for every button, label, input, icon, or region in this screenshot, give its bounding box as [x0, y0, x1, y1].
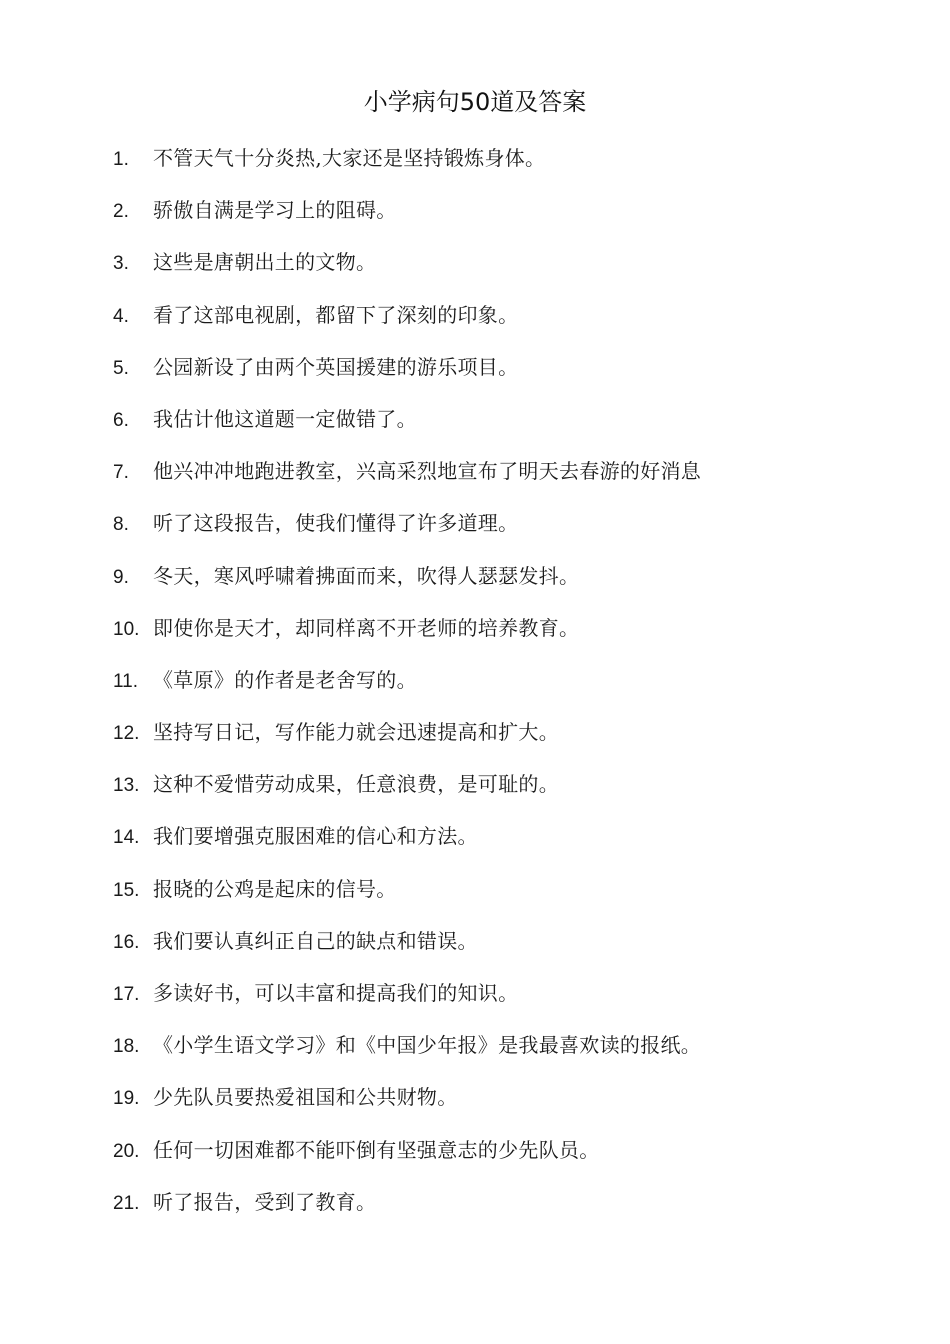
list-item	[113, 554, 913, 606]
list-item	[113, 188, 913, 240]
list-item	[113, 136, 913, 188]
item-number: 2.	[113, 201, 129, 223]
item-number: 5.	[113, 357, 129, 379]
item-text: 任何一切困难都不能吓倒有坚强意志的少先队员。	[153, 1137, 600, 1162]
list-item	[113, 919, 913, 971]
item-text: 报晓的公鸡是起床的信号。	[153, 876, 397, 901]
list-item	[113, 1075, 913, 1127]
item-number: 9.	[113, 566, 129, 588]
list-item	[113, 449, 913, 501]
item-text: 多读好书，可以丰富和提高我们的知识。	[153, 981, 519, 1005]
item-text: 骄傲自满是学习上的阻碍。	[153, 198, 397, 223]
item-number: 19.	[113, 1088, 140, 1110]
item-text: 这种不爱惜劳动成果，任意浪费，是可耻的。	[153, 772, 559, 797]
item-text: 我们要认真纠正自己的缺点和错误。	[153, 928, 478, 953]
list-item	[113, 814, 913, 866]
item-text: 冬天，寒风呼啸着拂面而来，吹得人瑟瑟发抖。	[153, 563, 580, 588]
item-number: 17.	[113, 984, 140, 1005]
list-item	[113, 501, 913, 553]
item-number: 11.	[113, 670, 139, 692]
item-number: 8.	[113, 514, 129, 536]
list-item	[113, 1180, 913, 1232]
item-number: 20.	[113, 1140, 140, 1162]
item-text: 他兴冲冲地跑进教室，兴高采烈地宣布了明天去春游的好消息	[153, 459, 702, 484]
list-item	[113, 762, 913, 814]
item-number: 16.	[113, 931, 140, 953]
item-text: 《草原》的作者是老舍写的。	[153, 667, 417, 692]
item-number: 12.	[113, 723, 140, 745]
list-item	[113, 1023, 913, 1075]
list-item	[113, 710, 913, 762]
item-number: 1.	[113, 149, 129, 170]
item-number: 3.	[113, 253, 129, 275]
item-number: 15.	[113, 879, 140, 901]
list-item	[113, 867, 913, 919]
list-item	[113, 658, 913, 710]
item-text: 公园新设了由两个英国援建的游乐项目。	[153, 354, 519, 379]
document-title: 小学病句50道及答案	[363, 88, 587, 116]
item-number: 4.	[113, 305, 129, 327]
list-item	[113, 397, 913, 449]
item-text: 坚持写日记，写作能力就会迅速提高和扩大。	[153, 720, 559, 745]
list-item	[113, 293, 913, 345]
item-number: 18.	[113, 1036, 140, 1058]
item-text: 听了这段报告，使我们懂得了许多道理。	[153, 511, 519, 536]
item-number: 21.	[113, 1192, 140, 1214]
list-item	[113, 345, 913, 397]
item-number: 13.	[113, 775, 140, 797]
item-text: 不管天气十分炎热,大家还是坚持锻炼身体。	[153, 146, 546, 170]
item-number: 10.	[113, 618, 140, 640]
list-item	[113, 1128, 913, 1180]
list-item	[113, 240, 913, 292]
item-text: 听了报告，受到了教育。	[153, 1189, 377, 1214]
sentence-list	[113, 136, 913, 1232]
item-number: 14.	[113, 827, 140, 849]
item-text: 即使你是天才，却同样离不开老师的培养教育。	[153, 615, 580, 640]
item-text: 《小学生语文学习》和《中国少年报》是我最喜欢读的报纸。	[153, 1033, 702, 1058]
list-item	[113, 971, 913, 1023]
item-text: 这些是唐朝出土的文物。	[153, 250, 377, 275]
item-number: 6.	[113, 409, 129, 431]
item-text: 我们要增强克服困难的信心和方法。	[153, 824, 478, 849]
list-item	[113, 606, 913, 658]
item-text: 我估计他这道题一定做错了。	[153, 406, 417, 431]
item-number: 7.	[113, 462, 129, 484]
item-text: 少先队员要热爱祖国和公共财物。	[153, 1085, 458, 1110]
item-text: 看了这部电视剧，都留下了深刻的印象。	[153, 302, 519, 327]
